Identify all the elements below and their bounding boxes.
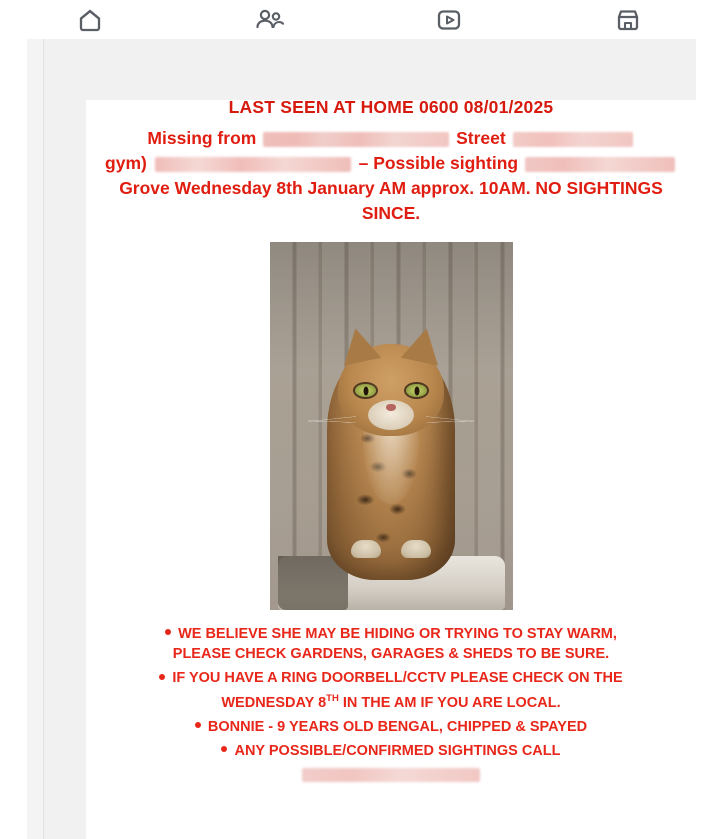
right-gutter: [696, 39, 718, 839]
photo-background: [270, 242, 513, 610]
nav-tab-video[interactable]: [359, 0, 539, 39]
list-item: [98, 717, 684, 737]
flyer-bullet-list: [98, 624, 684, 782]
flyer-headline: LAST SEEN AT HOME 0600 08/01/2025: [228, 100, 554, 114]
missing-from-label: Missing from: [147, 128, 257, 148]
cat-paw-right: [401, 540, 431, 558]
bullet-2-line-2-a: WEDNESDAY 8: [221, 694, 327, 711]
bullet-1-line-1: WE BELIEVE SHE MAY BE HIDING OR TRYING TO STAY WARM,: [178, 626, 617, 643]
list-item: [98, 741, 684, 782]
cat-ear-right: [401, 324, 445, 365]
cat-eye-right: [406, 384, 427, 397]
gutter-strip: [27, 39, 44, 839]
possible-sighting-label: – Possible sighting: [358, 153, 519, 173]
bullet-dot-icon: [221, 746, 227, 752]
cat-paw-left: [351, 540, 381, 558]
flyer-line4: SINCE.: [361, 203, 421, 223]
redacted-address-1: [263, 132, 449, 147]
street-label: Street: [456, 128, 506, 148]
bullet-4: ANY POSSIBLE/CONFIRMED SIGHTINGS CALL: [234, 742, 561, 759]
cat-body: [327, 344, 455, 580]
list-item: [98, 624, 684, 664]
redacted-address-2: [513, 132, 633, 147]
bullet-dot-icon: [195, 722, 201, 728]
top-navigation-bar: [0, 0, 718, 40]
cat-photo[interactable]: [270, 242, 513, 610]
home-icon[interactable]: [75, 6, 105, 34]
post-scroll-area[interactable]: [0, 39, 718, 839]
bullet-2-line-2-b: IN THE AM IF YOU ARE LOCAL.: [338, 694, 561, 711]
cat-eye-left: [355, 384, 376, 397]
bullet-dot-icon: [159, 674, 165, 680]
nav-tab-marketplace[interactable]: [539, 0, 718, 39]
cat-whiskers-right: [426, 410, 474, 432]
bullet-2-ordinal: TH: [326, 692, 339, 704]
bullet-dot-icon: [165, 629, 171, 635]
flyer-line3: Grove Wednesday 8th January AM approx. 10AM. NO SIGHTINGS: [119, 178, 663, 198]
redacted-address-3: [155, 157, 351, 172]
flyer-subheading: [98, 126, 684, 226]
missing-cat-flyer[interactable]: [86, 100, 696, 839]
bullet-2-line-1: IF YOU HAVE A RING DOORBELL/CCTV PLEASE CHECK ON THE: [172, 670, 623, 687]
groups-icon[interactable]: [253, 6, 285, 34]
cat-ear-left: [337, 324, 381, 365]
bullet-3: BONNIE - 9 YEARS OLD BENGAL, CHIPPED & SPAYED: [207, 718, 588, 735]
bullet-1-line-2: PLEASE CHECK GARDENS, GARAGES & SHEDS TO BE SURE.: [172, 646, 610, 663]
left-gutter: [0, 39, 27, 839]
marketplace-icon[interactable]: [613, 6, 643, 34]
list-item: [98, 668, 684, 712]
gym-label: gym): [105, 153, 147, 173]
redacted-phone-number: [302, 768, 480, 782]
cat-head: [338, 344, 444, 436]
nav-tab-groups[interactable]: [180, 0, 360, 39]
video-icon[interactable]: [434, 6, 464, 34]
cat-nose: [386, 404, 396, 411]
redacted-address-4: [525, 157, 675, 172]
nav-tab-home[interactable]: [0, 0, 180, 39]
cat-whiskers-left: [308, 410, 356, 432]
